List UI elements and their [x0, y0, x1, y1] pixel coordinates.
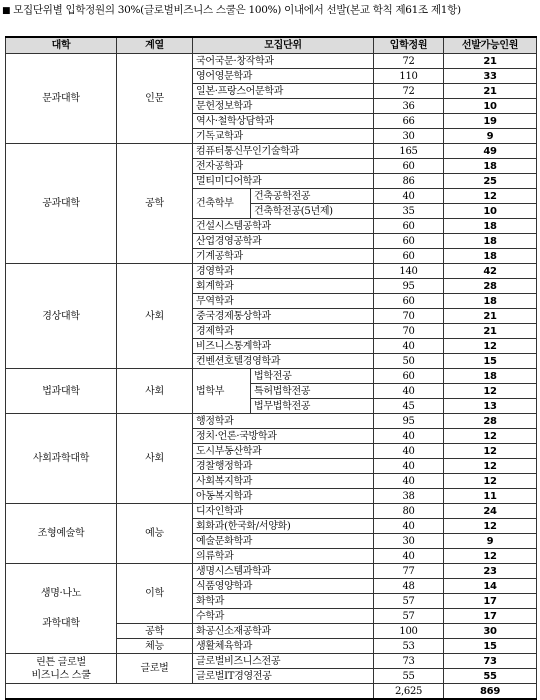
- quota-cell: 38: [374, 489, 444, 504]
- quota-cell: 55: [374, 669, 444, 684]
- quota-cell: 60: [374, 294, 444, 309]
- field-cell: 사회: [117, 264, 193, 369]
- available-cell: 9: [444, 534, 537, 549]
- field-cell: 공학: [117, 624, 193, 639]
- table-row: [6, 504, 537, 519]
- college-cell: 경상대학: [6, 264, 117, 369]
- unit-cell: 산업경영공학과: [193, 234, 374, 249]
- quota-cell: 57: [374, 594, 444, 609]
- available-cell: 21: [444, 84, 537, 99]
- quota-cell: 40: [374, 339, 444, 354]
- college-cell: 조형예술학: [6, 504, 117, 564]
- quota-cell: 40: [374, 549, 444, 564]
- unit-cell: 건축공학전공: [251, 189, 374, 204]
- available-cell: 28: [444, 279, 537, 294]
- table-row: [6, 264, 537, 279]
- available-cell: 12: [444, 444, 537, 459]
- available-cell: 19: [444, 114, 537, 129]
- notice-line: [2, 2, 461, 17]
- subgroup-cell: 법학부: [193, 369, 251, 414]
- quota-cell: 40: [374, 189, 444, 204]
- unit-cell: 식품영양학과: [193, 579, 374, 594]
- notice-text: 모집단위별 입학정원의 30%(글로벌비즈니스 스쿨은 100%) 이내에서 선발(본교 학칙 제61조 제1항): [13, 4, 461, 16]
- quota-cell: 30: [374, 129, 444, 144]
- table-row: [6, 144, 537, 159]
- unit-cell: 디자인학과: [193, 504, 374, 519]
- quota-cell: 66: [374, 114, 444, 129]
- available-cell: 12: [444, 189, 537, 204]
- available-cell: 13: [444, 399, 537, 414]
- unit-cell: 컨벤션호텔경영학과: [193, 354, 374, 369]
- table-header-row: [6, 37, 537, 54]
- available-cell: 73: [444, 654, 537, 669]
- field-cell: 글로벌: [117, 654, 193, 684]
- unit-cell: 생명시스템과학과: [193, 564, 374, 579]
- unit-cell: 법무법학전공: [251, 399, 374, 414]
- unit-cell: 생활체육학과: [193, 639, 374, 654]
- unit-cell: 컴퓨터통신무인기술학과: [193, 144, 374, 159]
- field-cell: 인문: [117, 54, 193, 144]
- available-cell: 14: [444, 579, 537, 594]
- unit-cell: 기계공학과: [193, 249, 374, 264]
- unit-cell: 경제학과: [193, 324, 374, 339]
- table-row: [6, 54, 537, 69]
- quota-cell: 72: [374, 84, 444, 99]
- unit-cell: 경찰행정학과: [193, 459, 374, 474]
- header-available: 선발가능인원: [444, 37, 537, 54]
- subgroup-cell: 건축학부: [193, 189, 251, 219]
- college-name-line1: 생명·나노: [40, 588, 82, 599]
- available-cell: 10: [444, 99, 537, 114]
- college-cell: 공과대학: [6, 144, 117, 264]
- quota-cell: 73: [374, 654, 444, 669]
- available-cell: 25: [444, 174, 537, 189]
- admission-quota-table: [5, 36, 537, 700]
- unit-cell: 일본·프랑스어문학과: [193, 84, 374, 99]
- unit-cell: 기독교학과: [193, 129, 374, 144]
- unit-cell: 경영학과: [193, 264, 374, 279]
- unit-cell: 사회복지학과: [193, 474, 374, 489]
- header-college: 대학: [6, 37, 117, 54]
- available-cell: 17: [444, 609, 537, 624]
- available-cell: 17: [444, 594, 537, 609]
- available-cell: 12: [444, 474, 537, 489]
- quota-cell: 86: [374, 174, 444, 189]
- college-cell: 법과대학: [6, 369, 117, 414]
- available-cell: 33: [444, 69, 537, 84]
- unit-cell: 화학과: [193, 594, 374, 609]
- table-row: [6, 654, 537, 669]
- unit-cell: 전자공학과: [193, 159, 374, 174]
- header-quota: 입학정원: [374, 37, 444, 54]
- unit-cell: 무역학과: [193, 294, 374, 309]
- quota-cell: 100: [374, 624, 444, 639]
- square-bullet-icon: ■: [2, 6, 11, 16]
- unit-cell: 화공신소재공학과: [193, 624, 374, 639]
- unit-cell: 중국경제통상학과: [193, 309, 374, 324]
- college-cell: [6, 564, 117, 654]
- unit-cell: 예술문화학과: [193, 534, 374, 549]
- available-cell: 23: [444, 564, 537, 579]
- unit-cell: 수학과: [193, 609, 374, 624]
- field-cell: 사회: [117, 369, 193, 414]
- quota-cell: 60: [374, 234, 444, 249]
- quota-cell: 60: [374, 369, 444, 384]
- quota-cell: 30: [374, 534, 444, 549]
- quota-cell: 95: [374, 279, 444, 294]
- quota-cell: 35: [374, 204, 444, 219]
- unit-cell: 아동복지학과: [193, 489, 374, 504]
- unit-cell: 회계학과: [193, 279, 374, 294]
- available-cell: 49: [444, 144, 537, 159]
- available-cell: 18: [444, 159, 537, 174]
- college-name-line2: 과학대학: [42, 618, 80, 629]
- available-cell: 10: [444, 204, 537, 219]
- quota-cell: 40: [374, 519, 444, 534]
- quota-cell: 57: [374, 609, 444, 624]
- available-cell: 12: [444, 429, 537, 444]
- quota-cell: 40: [374, 384, 444, 399]
- available-cell: 9: [444, 129, 537, 144]
- available-cell: 15: [444, 354, 537, 369]
- college-cell: 문과대학: [6, 54, 117, 144]
- field-cell: 사회: [117, 414, 193, 504]
- unit-cell: 특허법학전공: [251, 384, 374, 399]
- available-cell: 12: [444, 549, 537, 564]
- available-cell: 21: [444, 309, 537, 324]
- unit-cell: 역사·철학상담학과: [193, 114, 374, 129]
- unit-cell: 행정학과: [193, 414, 374, 429]
- total-quota: 2,625: [374, 684, 444, 700]
- quota-cell: 110: [374, 69, 444, 84]
- field-cell: 체능: [117, 639, 193, 654]
- available-cell: 21: [444, 54, 537, 69]
- unit-cell: 의류학과: [193, 549, 374, 564]
- available-cell: 28: [444, 414, 537, 429]
- header-field: 계열: [117, 37, 193, 54]
- quota-cell: 53: [374, 639, 444, 654]
- quota-cell: 40: [374, 444, 444, 459]
- quota-cell: 72: [374, 54, 444, 69]
- unit-cell: 회화과(한국화/서양화): [193, 519, 374, 534]
- total-row: [6, 684, 537, 700]
- college-cell: 사회과학대학: [6, 414, 117, 504]
- total-label-cell: [6, 684, 374, 700]
- quota-cell: 45: [374, 399, 444, 414]
- available-cell: 15: [444, 639, 537, 654]
- college-name-line1: 린튼 글로벌: [36, 656, 86, 668]
- available-cell: 42: [444, 264, 537, 279]
- quota-cell: 60: [374, 219, 444, 234]
- quota-cell: 60: [374, 159, 444, 174]
- quota-cell: 77: [374, 564, 444, 579]
- table-row: [6, 369, 537, 384]
- table-row: [6, 564, 537, 579]
- available-cell: 12: [444, 519, 537, 534]
- table-row: [6, 414, 537, 429]
- available-cell: 18: [444, 294, 537, 309]
- unit-cell: 글로벌비즈니스전공: [193, 654, 374, 669]
- header-unit: 모집단위: [193, 37, 374, 54]
- unit-cell: 영어영문학과: [193, 69, 374, 84]
- unit-cell: 건설시스템공학과: [193, 219, 374, 234]
- unit-cell: 비즈니스통계학과: [193, 339, 374, 354]
- quota-cell: 40: [374, 459, 444, 474]
- available-cell: 21: [444, 324, 537, 339]
- quota-cell: 60: [374, 249, 444, 264]
- available-cell: 18: [444, 249, 537, 264]
- college-name-line2: 비즈니스 스쿨: [31, 669, 91, 681]
- available-cell: 12: [444, 339, 537, 354]
- total-available: 869: [444, 684, 537, 700]
- quota-cell: 70: [374, 324, 444, 339]
- field-cell: 공학: [117, 144, 193, 264]
- field-cell: 이학: [117, 564, 193, 624]
- quota-cell: 36: [374, 99, 444, 114]
- unit-cell: 법학전공: [251, 369, 374, 384]
- quota-cell: 40: [374, 429, 444, 444]
- unit-cell: 정치·언론·국방학과: [193, 429, 374, 444]
- college-cell: [6, 654, 117, 684]
- quota-cell: 80: [374, 504, 444, 519]
- unit-cell: 도시부동산학과: [193, 444, 374, 459]
- unit-cell: 멀티미디어학과: [193, 174, 374, 189]
- available-cell: 30: [444, 624, 537, 639]
- available-cell: 12: [444, 459, 537, 474]
- quota-cell: 95: [374, 414, 444, 429]
- quota-cell: 165: [374, 144, 444, 159]
- unit-cell: 국어국문·창작학과: [193, 54, 374, 69]
- available-cell: 18: [444, 369, 537, 384]
- quota-cell: 40: [374, 474, 444, 489]
- quota-cell: 50: [374, 354, 444, 369]
- available-cell: 18: [444, 219, 537, 234]
- unit-cell: 건축학전공(5년제): [251, 204, 374, 219]
- available-cell: 11: [444, 489, 537, 504]
- available-cell: 55: [444, 669, 537, 684]
- field-cell: 예능: [117, 504, 193, 564]
- quota-cell: 140: [374, 264, 444, 279]
- unit-cell: 문헌정보학과: [193, 99, 374, 114]
- unit-cell: 글로벌IT경영전공: [193, 669, 374, 684]
- available-cell: 18: [444, 234, 537, 249]
- quota-cell: 70: [374, 309, 444, 324]
- available-cell: 24: [444, 504, 537, 519]
- available-cell: 12: [444, 384, 537, 399]
- quota-cell: 48: [374, 579, 444, 594]
